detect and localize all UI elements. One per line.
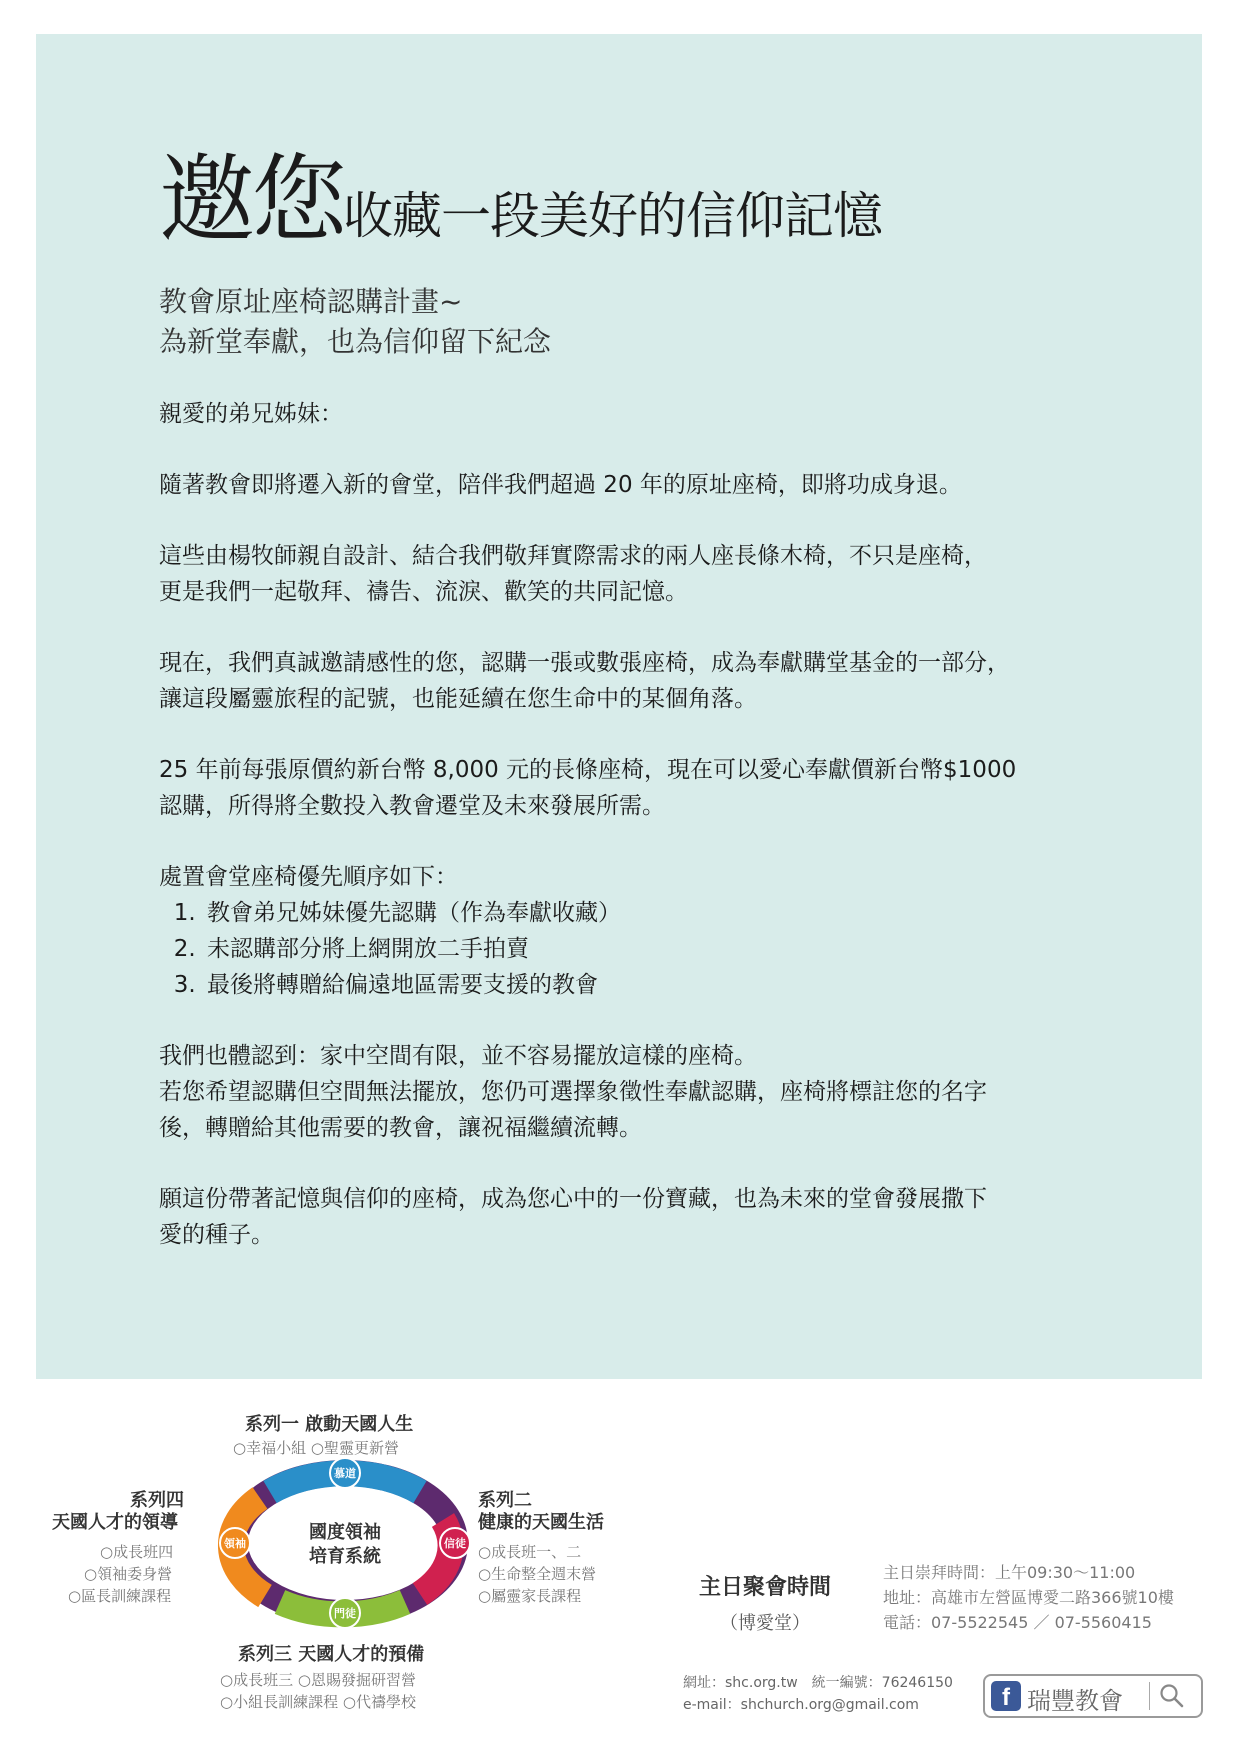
list-item: 2. 未認購部分將上網開放二手拍賣 xyxy=(203,931,1079,967)
content-panel xyxy=(36,34,1202,1379)
paragraph-space xyxy=(159,1038,1079,1146)
subtitle-line-2: 為新堂奉獻，也為信仰留下紀念 xyxy=(159,325,552,358)
letter-content xyxy=(159,144,1079,1288)
service-time: 主日崇拜時間：上午09:30～11:00 xyxy=(883,1563,1136,1582)
worship-subtitle: （博愛堂） xyxy=(720,1613,810,1634)
series4-subtitle: 天國人才的領導 xyxy=(52,1512,178,1533)
letter-body xyxy=(159,396,1079,1253)
ring-label-top: 慕道 xyxy=(334,1467,356,1480)
facebook-page-name: 瑞豐教會 xyxy=(1027,1687,1123,1715)
paragraph-line: 認購，所得將全數投入教會遷堂及未來發展所需。 xyxy=(159,793,665,819)
series1-item: ○幸福小組 ○聖靈更新營 xyxy=(233,1439,399,1457)
web-contact xyxy=(683,1672,953,1716)
ring-label-left: 領袖 xyxy=(224,1537,246,1550)
series3-item: ○小組長訓練課程 ○代禱學校 xyxy=(220,1693,416,1711)
page-title xyxy=(159,144,1079,256)
series4-item: ○成長班四 xyxy=(100,1543,174,1561)
ring-label-bottom: 門徒 xyxy=(334,1607,356,1620)
series2-title: 系列二 xyxy=(478,1490,532,1511)
paragraph-line: 後，轉贈給其他需要的教會，讓祝福繼續流轉。 xyxy=(159,1115,642,1141)
paragraph-relocation: 隨著教會即將遷入新的會堂，陪伴我們超過 20 年的原址座椅，即將功成身退。 xyxy=(159,472,962,498)
diagram-center-line-1: 國度領袖 xyxy=(309,1522,381,1543)
worship-time-block xyxy=(690,1570,840,1635)
paragraph-chair-history xyxy=(159,538,1079,610)
diagram-center-line-2: 培育系統 xyxy=(309,1546,381,1567)
priority-section xyxy=(159,859,1079,1003)
series4-title: 系列四 xyxy=(130,1490,184,1511)
website[interactable]: 網址：shc.org.tw 統一編號：76246150 xyxy=(683,1675,953,1691)
subtitle xyxy=(159,282,1079,362)
facebook-search-box[interactable] xyxy=(983,1674,1203,1718)
worship-title: 主日聚會時間 xyxy=(698,1575,831,1600)
facebook-icon: f xyxy=(991,1681,1021,1711)
list-item: 1. 教會弟兄姊妹優先認購（作為奉獻收藏） xyxy=(203,895,1079,931)
training-cycle-ring xyxy=(215,1458,475,1628)
paragraph-closing xyxy=(159,1181,1079,1253)
paragraph-line: 愛的種子。 xyxy=(159,1222,274,1248)
title-emphasis: 邀您 xyxy=(159,144,343,256)
paragraph-line: 我們也體認到：家中空間有限，並不容易擺放這樣的座椅。 xyxy=(159,1043,757,1069)
greeting: 親愛的弟兄姊妹： xyxy=(159,401,343,427)
paragraph-line: 讓這段屬靈旅程的記號，也能延續在您生命中的某個角落。 xyxy=(159,686,757,712)
series3-title: 系列三 天國人才的預備 xyxy=(238,1644,425,1665)
address: 地址：高雄市左營區博愛二路366號10樓 xyxy=(883,1588,1174,1607)
subtitle-line-1: 教會原址座椅認購計畫~ xyxy=(159,285,463,318)
series3-item: ○成長班三 ○恩賜發掘研習營 xyxy=(220,1671,416,1689)
series4-item: ○領袖委身營 xyxy=(84,1565,173,1583)
paragraph-line: 更是我們一起敬拜、禱告、流淚、歡笑的共同記憶。 xyxy=(159,579,688,605)
paragraph-line: 願這份帶著記憶與信仰的座椅，成為您心中的一份寶藏，也為未來的堂會發展撒下 xyxy=(159,1186,987,1212)
paragraph-line: 現在，我們真誠邀請感性的您，認購一張或數張座椅，成為奉獻購堂基金的一部分， xyxy=(159,650,1010,676)
paragraph-line: 這些由楊牧師親自設計、結合我們敬拜實際需求的兩人座長條木椅，不只是座椅， xyxy=(159,543,987,569)
leadership-system-diagram xyxy=(40,1410,640,1715)
ring-label-right: 信徒 xyxy=(444,1537,466,1550)
paragraph-line: 若您希望認購但空間無法擺放，您仍可選擇象徵性奉獻認購，座椅將標註您的名字 xyxy=(159,1079,987,1105)
series1-title: 系列一 啟動天國人生 xyxy=(245,1414,414,1435)
search-icon xyxy=(1159,1683,1185,1709)
paragraph-line: 25 年前每張原價約新台幣 8,000 元的長條座椅，現在可以愛心奉獻價新台幣$1000 xyxy=(159,757,1017,783)
priority-heading: 處置會堂座椅優先順序如下： xyxy=(159,864,458,890)
list-item: 3. 最後將轉贈給偏遠地區需要支援的教會 xyxy=(203,967,1079,1003)
phone: 電話：07-5522545 ／ 07-5560415 xyxy=(883,1613,1152,1632)
title-rest: 收藏一段美好的信仰記憶 xyxy=(343,187,882,245)
email[interactable]: e-mail：shchurch.org@gmail.com xyxy=(683,1697,919,1713)
series2-subtitle: 健康的天國生活 xyxy=(478,1512,604,1533)
series4-item: ○區長訓練課程 xyxy=(68,1587,172,1605)
paragraph-invitation xyxy=(159,645,1079,717)
series2-item: ○成長班一、二 xyxy=(478,1543,582,1561)
series2-item: ○屬靈家長課程 xyxy=(478,1587,582,1605)
church-info xyxy=(883,1560,1174,1635)
priority-list xyxy=(159,895,1079,1003)
divider xyxy=(1149,1682,1150,1710)
series2-item: ○生命整全週末營 xyxy=(478,1565,597,1583)
paragraph-price xyxy=(159,752,1079,824)
